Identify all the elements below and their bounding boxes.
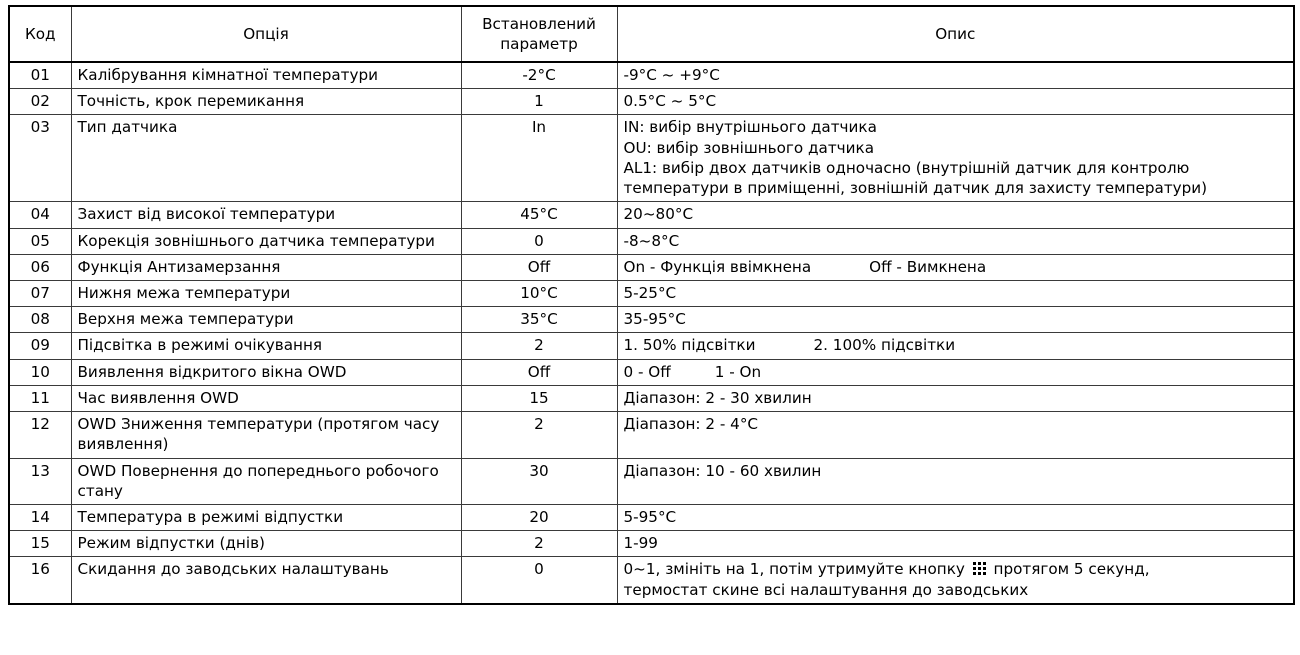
table-row (9, 333, 1294, 359)
cell-value: In (461, 115, 617, 202)
cell-option: OWD Повернення до попереднього робочого стану (71, 458, 461, 504)
cell-description (617, 202, 1294, 228)
cell-value: Off (461, 359, 617, 385)
table-row (9, 385, 1294, 411)
desc-line: 35-95°C (623, 310, 686, 329)
cell-option: Виявлення відкритого вікна OWD (71, 359, 461, 385)
desc-segment: 2. 100% підсвітки (813, 336, 956, 355)
cell-value: Off (461, 254, 617, 280)
header-parameter-line2: параметр (500, 35, 578, 53)
cell-value: 2 (461, 412, 617, 458)
header-option: Опція (71, 6, 461, 62)
header-code: Код (9, 6, 71, 62)
cell-code: 10 (9, 359, 71, 385)
cell-description (617, 458, 1294, 504)
cell-code: 16 (9, 557, 71, 604)
cell-code: 14 (9, 504, 71, 530)
cell-code: 08 (9, 307, 71, 333)
desc-line: Діапазон: 2 - 4°C (623, 415, 759, 434)
desc-line: IN: вибір внутрішнього датчика (623, 118, 877, 137)
desc-line: 20~80°C (623, 205, 694, 224)
desc-segment: Off - Вимкнена (869, 257, 987, 276)
desc-line: OU: вибір зовнішнього датчика (623, 138, 875, 157)
cell-value: 15 (461, 385, 617, 411)
table-header (9, 6, 1294, 62)
cell-option: Скидання до заводських налаштувань (71, 557, 461, 604)
table-row (9, 280, 1294, 306)
cell-code: 07 (9, 280, 71, 306)
cell-value: 20 (461, 504, 617, 530)
table-row (9, 359, 1294, 385)
table-row (9, 458, 1294, 504)
table-row (9, 115, 1294, 202)
cell-value: 10°C (461, 280, 617, 306)
cell-code: 11 (9, 385, 71, 411)
desc-text-after-icon: протягом 5 секунд, (988, 560, 1150, 579)
desc-line: 0.5°C ~ 5°C (623, 92, 717, 111)
cell-code: 05 (9, 228, 71, 254)
cell-description (617, 359, 1294, 385)
table-row (9, 254, 1294, 280)
table-row (9, 89, 1294, 115)
cell-code: 01 (9, 62, 71, 89)
desc-segment: 1 - On (714, 362, 762, 381)
cell-value: -2°C (461, 62, 617, 89)
cell-code: 09 (9, 333, 71, 359)
cell-description (617, 504, 1294, 530)
cell-value: 0 (461, 557, 617, 604)
cell-description (617, 254, 1294, 280)
desc-text-before-icon: 0~1, змініть на 1, потім утримуйте кнопку (623, 560, 970, 579)
cell-code: 12 (9, 412, 71, 458)
desc-line: Діапазон: 10 - 60 хвилин (623, 461, 822, 480)
grid-3x3-icon (972, 561, 987, 576)
cell-description (617, 385, 1294, 411)
cell-option: Верхня межа температури (71, 307, 461, 333)
cell-option: Підсвітка в режимі очікування (71, 333, 461, 359)
desc-line: AL1: вибір двох датчиків одночасно (внутрішній датчик для контролю температури в приміщенні, зовнішній датчик для захисту температури) (623, 158, 1208, 198)
desc-segment: 0 - Off (623, 362, 671, 381)
cell-value: 45°C (461, 202, 617, 228)
cell-description (617, 412, 1294, 458)
cell-description (617, 333, 1294, 359)
table-row (9, 228, 1294, 254)
cell-value: 0 (461, 228, 617, 254)
cell-option: Функція Антизамерзання (71, 254, 461, 280)
cell-description (617, 89, 1294, 115)
table-row (9, 202, 1294, 228)
desc-line: -8~8°C (623, 231, 680, 250)
cell-description (617, 62, 1294, 89)
cell-option: Тип датчика (71, 115, 461, 202)
cell-code: 06 (9, 254, 71, 280)
table-row (9, 62, 1294, 89)
cell-description (617, 280, 1294, 306)
parameter-settings-table (8, 5, 1295, 605)
cell-option: Корекція зовнішнього датчика температури (71, 228, 461, 254)
table-row (9, 557, 1294, 604)
table-row (9, 412, 1294, 458)
cell-option: Режим відпустки (днів) (71, 531, 461, 557)
cell-code: 03 (9, 115, 71, 202)
header-description: Опис (617, 6, 1294, 62)
desc-line: 5-95°C (623, 507, 677, 526)
desc-segment: 1. 50% підсвітки (623, 336, 756, 355)
cell-value: 35°C (461, 307, 617, 333)
cell-option: Нижня межа температури (71, 280, 461, 306)
desc-line: Діапазон: 2 - 30 хвилин (623, 388, 812, 407)
cell-code: 15 (9, 531, 71, 557)
desc-line: 5-25°C (623, 283, 677, 302)
desc-line-with-icon (624, 559, 1288, 579)
cell-option: Точність, крок перемикання (71, 89, 461, 115)
cell-option: Час виявлення OWD (71, 385, 461, 411)
cell-option: Температура в режимі відпустки (71, 504, 461, 530)
cell-code: 13 (9, 458, 71, 504)
cell-code: 04 (9, 202, 71, 228)
table-row (9, 307, 1294, 333)
cell-description (617, 307, 1294, 333)
cell-description (617, 115, 1294, 202)
cell-value: 2 (461, 531, 617, 557)
cell-option: Захист від високої температури (71, 202, 461, 228)
table-row (9, 531, 1294, 557)
cell-description (617, 557, 1294, 604)
desc-line: 1-99 (623, 534, 658, 553)
desc-line: -9°C ~ +9°C (623, 66, 720, 84)
cell-option: Калібрування кімнатної температури (71, 62, 461, 89)
desc-line: термостат скине всі налаштування до заводських (623, 580, 1029, 599)
desc-segment: On - Функція ввімкнена (623, 257, 812, 276)
cell-description (617, 228, 1294, 254)
cell-code: 02 (9, 89, 71, 115)
header-row (9, 6, 1294, 62)
table-body (9, 62, 1294, 604)
cell-value: 30 (461, 458, 617, 504)
header-parameter-line1: Встановлений (482, 14, 596, 33)
cell-value: 1 (461, 89, 617, 115)
cell-option: OWD Зниження температури (протягом часу виявлення) (71, 412, 461, 458)
table-row (9, 504, 1294, 530)
cell-description (617, 531, 1294, 557)
cell-value: 2 (461, 333, 617, 359)
header-parameter (461, 6, 617, 62)
